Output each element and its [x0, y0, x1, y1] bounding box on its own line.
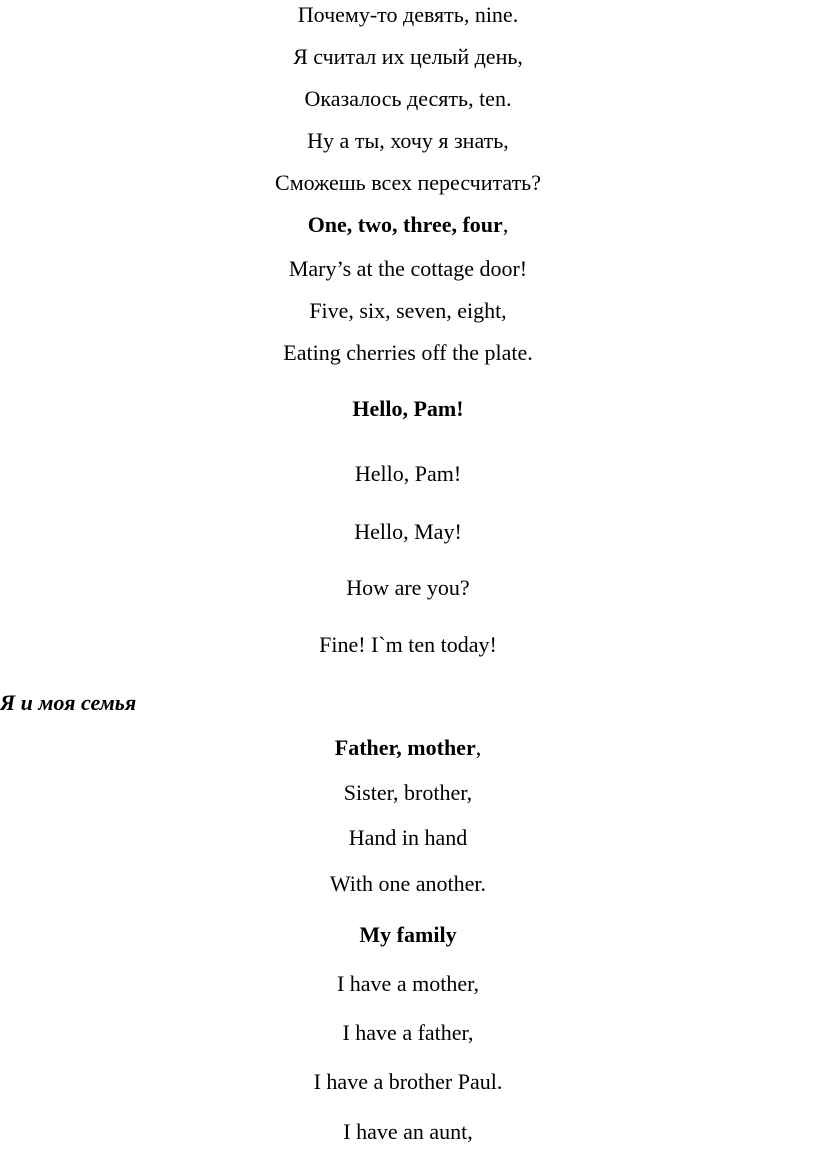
- rhyme-first-line: [0, 210, 816, 240]
- verse-line: Почему-то девять, nine.: [297, 2, 519, 27]
- poem-line: I have a brother Paul.: [313, 1069, 503, 1094]
- rhyme-first-line-tail: ,: [475, 735, 482, 760]
- rhyme-line: Mary’s at the cottage door!: [288, 256, 528, 281]
- rhyme-first-line-tail: ,: [502, 212, 509, 237]
- rhyme-line: Five, six, seven, eight,: [309, 298, 507, 323]
- rhyme-line: With one another.: [329, 871, 487, 896]
- rhyme-first-line-bold: One, two, three, four: [307, 212, 503, 237]
- rhyme-line: Hand in hand: [348, 825, 468, 850]
- rhyme-first-line: [0, 733, 816, 763]
- poem-line: Hello, Pam!: [354, 461, 462, 486]
- poem-line: I have a father,: [342, 1020, 474, 1045]
- poem-line: I have a mother,: [336, 971, 480, 996]
- poem-line: Hello, May!: [354, 519, 462, 544]
- poem-line: I have an aunt,: [343, 1119, 473, 1144]
- rhyme-line: Eating cherries off the plate.: [283, 340, 533, 365]
- verse-line: Сможешь всех пересчитать?: [275, 170, 541, 195]
- poem-title: My family: [359, 922, 457, 947]
- poem-line: Fine! I`m ten today!: [319, 632, 497, 657]
- rhyme-line: Sister, brother,: [343, 780, 473, 805]
- rhyme-first-line-bold: Father, mother: [334, 735, 476, 760]
- verse-line: Я считал их целый день,: [293, 44, 523, 69]
- poem-line: How are you?: [346, 575, 470, 600]
- verse-line: Ну а ты, хочу я знать,: [307, 128, 509, 153]
- verse-line: Оказалось десять, ten.: [304, 86, 512, 111]
- section-heading: Я и моя семья: [0, 690, 137, 715]
- poem-title: Hello, Pam!: [352, 396, 464, 421]
